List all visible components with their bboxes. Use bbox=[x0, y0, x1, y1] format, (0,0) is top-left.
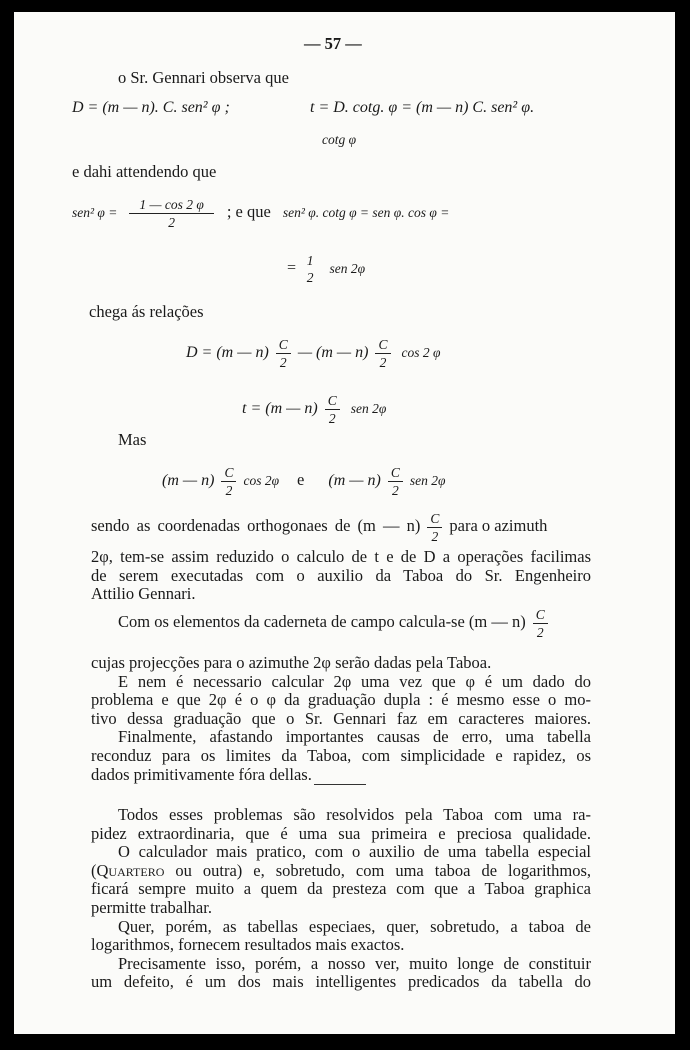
paragraph-3-line: Quer, porém, as tabellas especiaes, quer, sobretudo, a taboa de bbox=[118, 916, 591, 936]
equation-5 bbox=[242, 392, 386, 427]
paragraph-2-line: Finalmente, afastando importantes causas de erro, uma tabella bbox=[118, 727, 591, 747]
equation-6-conjunction: e bbox=[297, 470, 305, 490]
equation-4-denominator: 2 bbox=[279, 355, 287, 370]
intro-line: o Sr. Gennari observa que bbox=[118, 68, 289, 87]
equation-3-rhs: sen 2φ bbox=[329, 260, 366, 276]
equation-5-lhs: t = (m — n) bbox=[242, 400, 318, 418]
com-line bbox=[118, 606, 551, 641]
sendo-denominator: 2 bbox=[431, 529, 439, 544]
equation-4-numerator: C bbox=[276, 336, 291, 354]
com-denominator: 2 bbox=[536, 625, 544, 640]
page bbox=[14, 12, 675, 1034]
paragraph-3-line: logarithmos, fornecem resultados mais exactos. bbox=[91, 935, 405, 955]
equation-5-numerator: C bbox=[325, 392, 340, 410]
chega-line: chega ás relações bbox=[89, 302, 204, 321]
paragraph-1-line: 2φ, tem-se assim reduzido o calculo de t e de D a operações facilimas bbox=[91, 547, 591, 566]
paragraph-1-line: Attilio Gennari. bbox=[91, 584, 196, 604]
equation-3-numerator: 1 bbox=[306, 253, 314, 268]
equation-2-rhs: sen² φ. cotg φ = sen φ. cos φ = bbox=[282, 205, 450, 221]
section-divider bbox=[314, 784, 366, 785]
equation-6-b: cos 2φ bbox=[243, 473, 280, 489]
mas-line: Mas bbox=[118, 430, 147, 449]
paragraph-2-line: tivo dessa graduação que o Sr. Gennari faz em caracteres maiores. bbox=[91, 708, 591, 728]
equation-1-left: D = (m — n). C. sen² φ ; bbox=[72, 99, 230, 116]
equation-4-rhs: cos 2 φ bbox=[401, 345, 441, 361]
paragraph-3-line: um defeito, é um dos mais intelligentes predicados da tabella do bbox=[91, 972, 591, 992]
equation-6-fraction-2 bbox=[388, 464, 403, 499]
paragraph-2-line: reconduz para os limites da Taboa, com simplicidade e rapidez, os bbox=[91, 745, 591, 765]
e-dahi-line: e dahi attendendo que bbox=[72, 162, 217, 181]
paragraph-3 bbox=[91, 806, 591, 992]
equation-2 bbox=[72, 196, 449, 231]
paragraph-3-line: Precisamente isso, porém, a nosso ver, muito longe de constituir bbox=[118, 953, 591, 973]
equation-2-numerator: 1 — cos 2 φ bbox=[129, 196, 213, 214]
equation-5-rhs: sen 2φ bbox=[350, 401, 387, 417]
equation-3-lhs: = bbox=[286, 259, 297, 277]
equation-6-d: sen 2φ bbox=[409, 473, 446, 489]
equation-6-denominator: 2 bbox=[225, 483, 233, 498]
equation-1-continuation: cotg φ bbox=[322, 132, 357, 147]
equation-6-numerator: C bbox=[221, 464, 236, 482]
equation-4-lhs: D = (m — n) bbox=[186, 344, 269, 362]
equation-5-denominator: 2 bbox=[328, 411, 336, 426]
equation-5-fraction bbox=[325, 392, 340, 427]
paragraph-3-line: pidez extraordinaria, que é uma sua primeira e preciosa qualidade. bbox=[91, 823, 591, 843]
equation-2-denominator: 2 bbox=[168, 215, 175, 230]
equation-6 bbox=[162, 464, 445, 499]
equation-4-denominator-2: 2 bbox=[379, 355, 387, 370]
page-number: — 57 — bbox=[304, 34, 362, 53]
paragraph-2-line: cujas projecções para o azimuthe 2φ serão dadas pela Taboa. bbox=[91, 653, 492, 672]
paragraph-1 bbox=[91, 548, 591, 604]
equation-2-mid: ; e que bbox=[226, 202, 271, 222]
com-fraction bbox=[533, 606, 548, 641]
paragraph-2-line: E nem é necessario calcular 2φ uma vez que φ é um dado do bbox=[118, 671, 591, 691]
equation-1-right: t = D. cotg. φ = (m — n) C. sen² φ. bbox=[310, 99, 535, 116]
paragraph-3-line: O calculador mais pratico, com o auxilio de uma tabella especial bbox=[118, 842, 591, 862]
author-name: Quartero bbox=[96, 860, 165, 880]
equation-3-fraction bbox=[304, 252, 317, 286]
paragraph-2-line: dados primitivamente fóra dellas. bbox=[91, 764, 312, 784]
sendo-line bbox=[91, 510, 547, 545]
paragraph-2-line: problema e que 2φ é o φ da graduação dupla : é mesmo esse o mo- bbox=[91, 690, 591, 710]
equation-6-c: (m — n) bbox=[328, 472, 381, 490]
equation-6-numerator-2: C bbox=[388, 464, 403, 482]
sendo-post: para o azimuth bbox=[449, 516, 548, 536]
equation-2-lhs: sen² φ = bbox=[72, 205, 118, 221]
paragraph-3-line: (Quartero ou outra) e, sobretudo, com uma taboa de logarithmos, bbox=[91, 860, 591, 880]
paragraph-3-line: permitte trabalhar. bbox=[91, 897, 212, 917]
equation-6-fraction bbox=[221, 464, 236, 499]
paragraph-3-line: ficará sempre muito a quem da presteza com que a Taboa graphica bbox=[91, 879, 591, 899]
equation-4-fraction bbox=[276, 336, 291, 371]
paragraph-3-line: Todos esses problemas são resolvidos pela Taboa com uma ra- bbox=[118, 805, 591, 824]
equation-3-denominator: 2 bbox=[306, 270, 314, 285]
equation-4-numerator-2: C bbox=[375, 336, 390, 354]
com-text: Com os elementos da caderneta de campo calcula-se (m — n) bbox=[118, 612, 526, 632]
sendo-fraction bbox=[427, 510, 442, 545]
paragraph-2 bbox=[91, 654, 591, 784]
equation-6-denominator-2: 2 bbox=[391, 483, 399, 498]
com-numerator: C bbox=[533, 606, 548, 624]
equation-2-fraction bbox=[129, 196, 213, 231]
paragraph-1-line: de serem executadas com o auxilio da Taboa do Sr. Engenheiro bbox=[91, 565, 591, 585]
sendo-text: sendo as coordenadas orthogonaes de (m — n) bbox=[91, 516, 421, 536]
equation-4-fraction-2 bbox=[375, 336, 390, 371]
equation-4 bbox=[186, 336, 440, 371]
equation-4-mid: — (m — n) bbox=[297, 344, 369, 362]
sendo-numerator: C bbox=[427, 510, 442, 528]
equation-6-a: (m — n) bbox=[162, 472, 215, 490]
equation-3 bbox=[286, 252, 365, 286]
